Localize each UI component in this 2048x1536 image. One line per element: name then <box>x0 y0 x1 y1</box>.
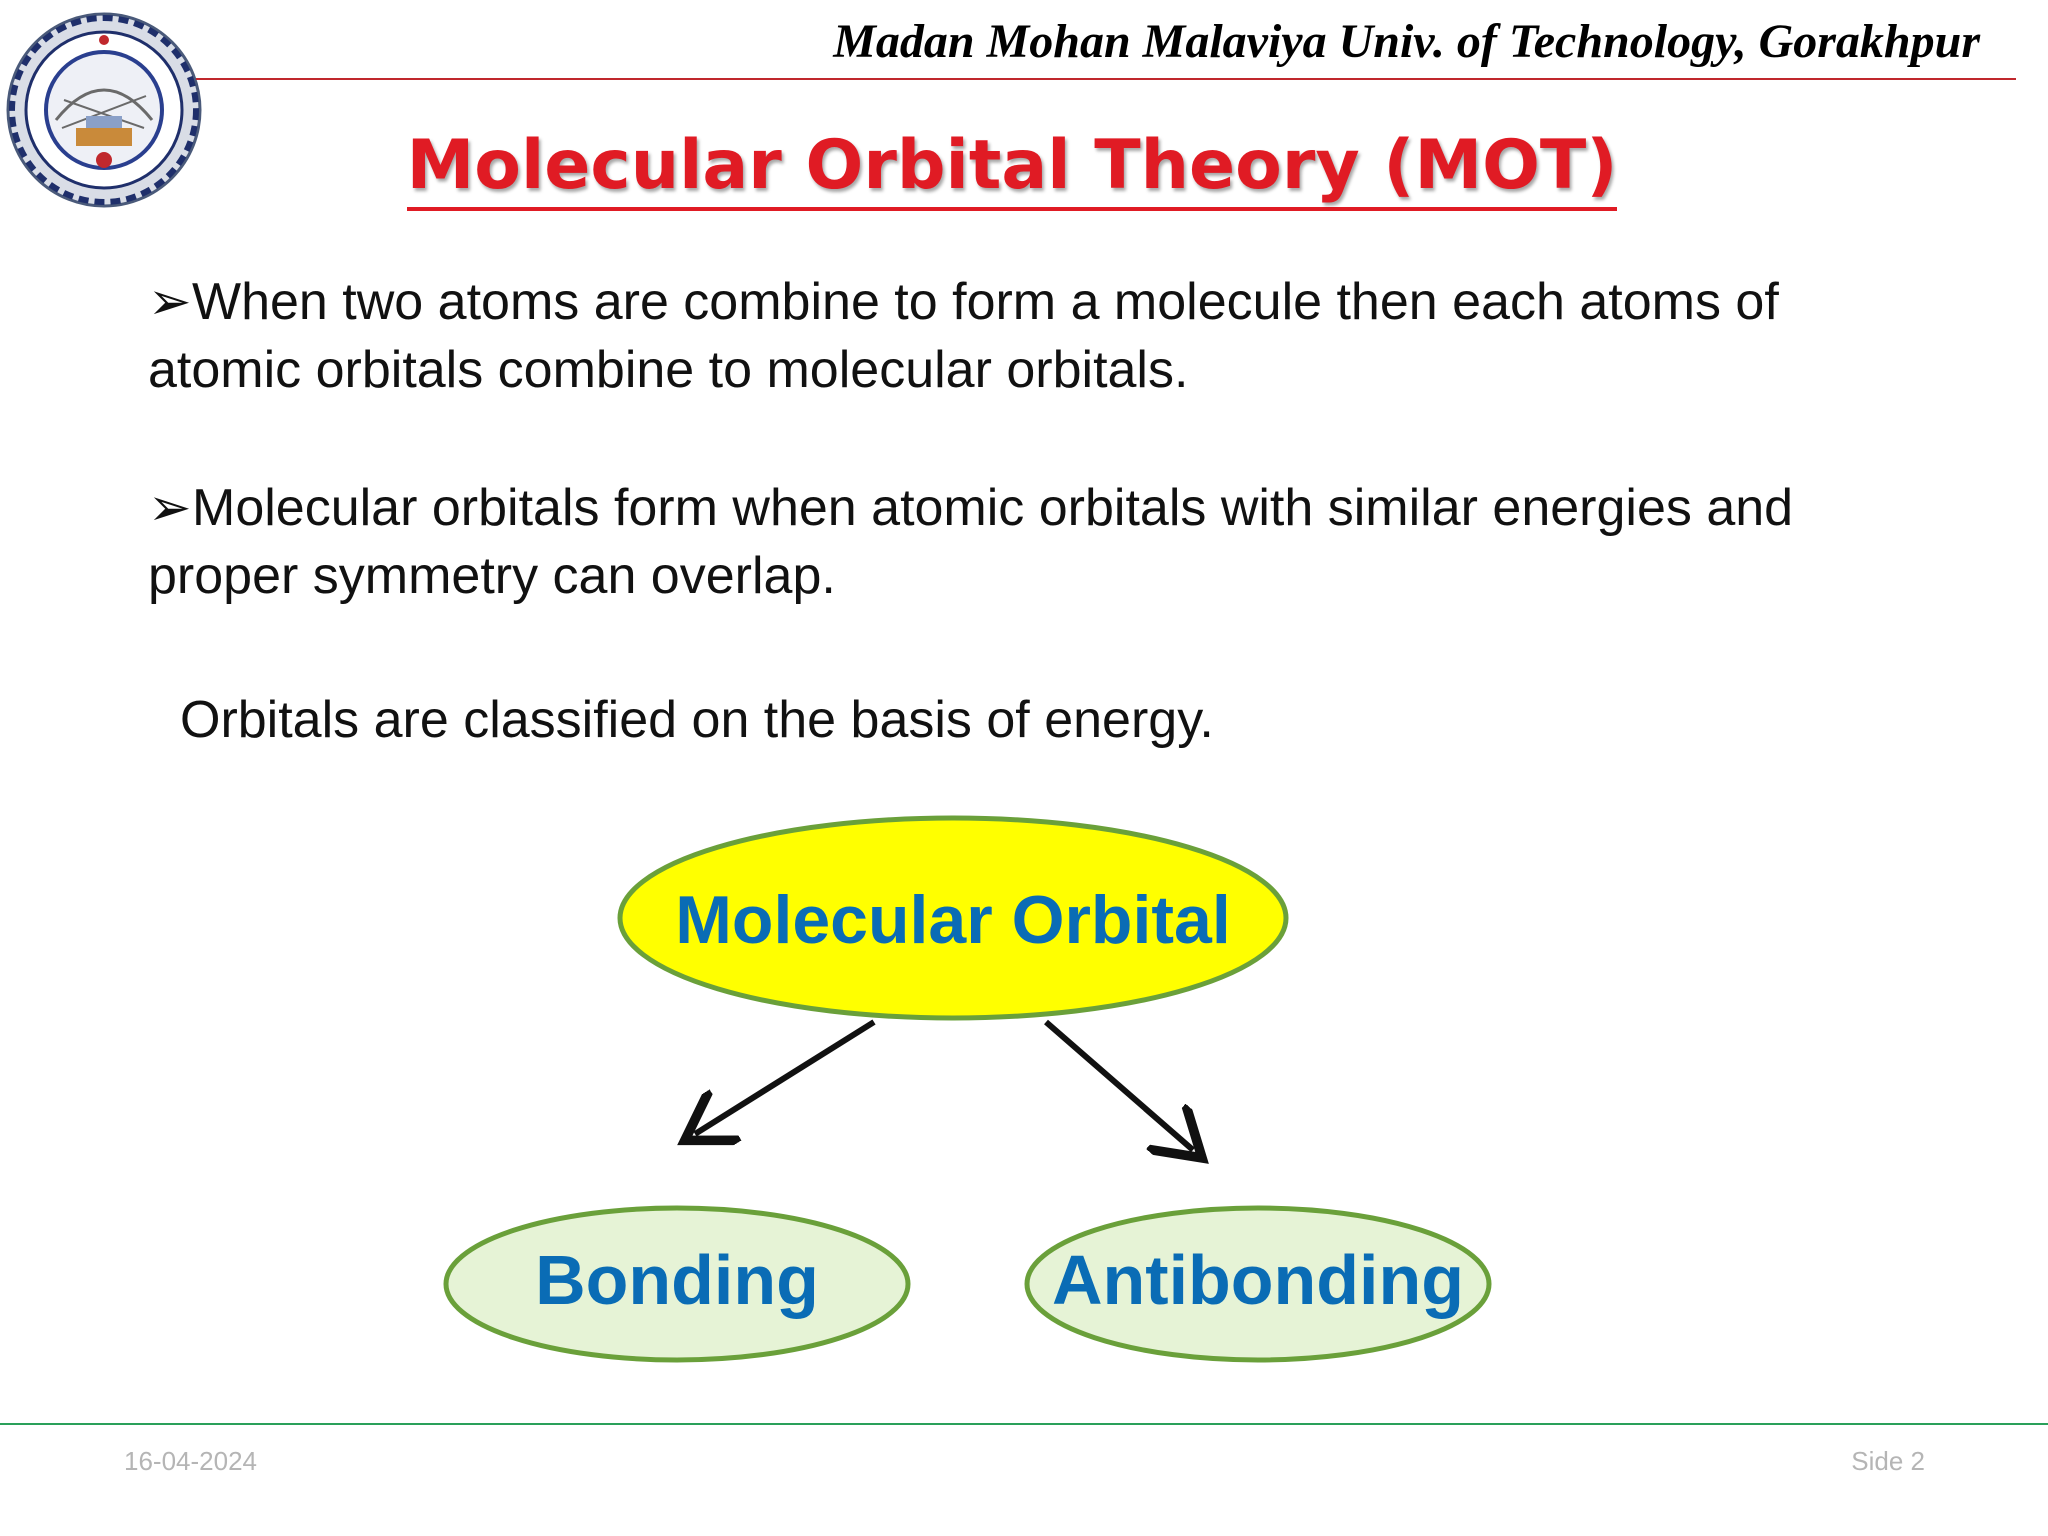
arrow-bullet-icon: ➢ <box>148 273 192 331</box>
arrow-to-antibonding <box>1046 1022 1193 1150</box>
footer-page-number: Side 2 <box>1851 1446 1925 1476</box>
bullet-text: Molecular orbitals form when atomic orbitals with similar energies and proper symmetry can overlap. <box>148 479 1794 605</box>
arrow-to-bonding <box>695 1022 874 1134</box>
institution-name: Madan Mohan Malaviya Univ. of Technology, Gorakhpur <box>833 15 1980 68</box>
slide-title-text: Molecular Orbital Theory (MOT) <box>407 126 1618 211</box>
bullet-text: When two atoms are combine to form a molecule then each atoms of atomic orbitals combine to molecular orbitals. <box>148 273 1779 399</box>
footer-date: 16-04-2024 <box>124 1446 257 1476</box>
footer-divider <box>0 1423 2048 1425</box>
antibonding-label: Antibonding <box>1051 1241 1465 1319</box>
arrow-bullet-icon: ➢ <box>148 479 192 537</box>
molecular-orbital-label: Molecular Orbital <box>675 882 1231 958</box>
bonding-label: Bonding <box>535 1241 819 1319</box>
classification-note: Orbitals are classified on the basis of energy. <box>180 691 1214 749</box>
